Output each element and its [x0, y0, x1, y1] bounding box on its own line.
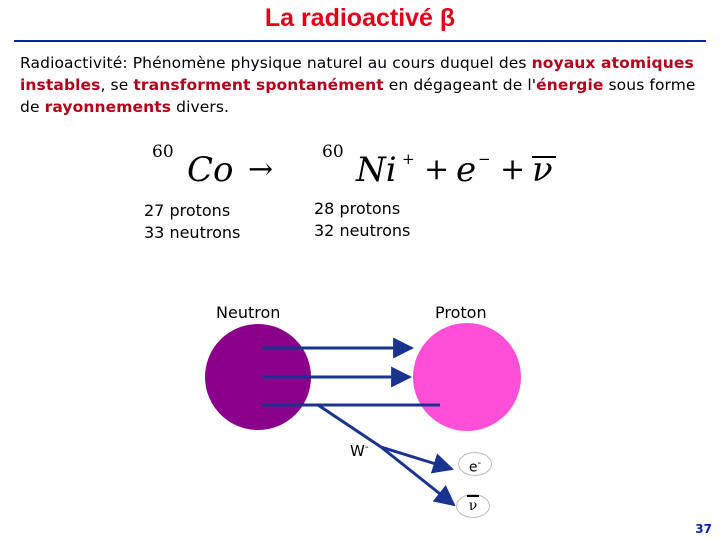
proton-circle [413, 323, 521, 431]
antineutrino-badge [456, 494, 490, 518]
definition-part-5: divers. [171, 98, 230, 116]
definition-part-3: en dégageant de l' [383, 76, 537, 94]
electron-badge-charge: - [477, 458, 482, 469]
definition-part-4: sous forme de [20, 76, 696, 116]
definition-highlight-transform: transforment spontanément [133, 76, 384, 94]
electron-line [381, 447, 452, 469]
nickel-neutrons: 32 neutrons [314, 221, 411, 240]
proton-label: Proton [435, 303, 487, 322]
electron-charge: − [478, 150, 491, 168]
antineutrino-symbol: ν [532, 150, 553, 190]
plus-sign-1: + [424, 152, 450, 187]
w-boson-symbol: W [350, 442, 365, 460]
nickel-mass-number: 60 [322, 142, 344, 162]
slide-title: La radioactivé β [264, 4, 456, 32]
w-boson-charge: - [364, 442, 369, 453]
antineutrino-line [381, 447, 454, 505]
nickel-charge: + [402, 150, 415, 168]
w-boson-label [350, 442, 368, 460]
w-boson-line [318, 405, 381, 447]
neutron-label: Neutron [216, 303, 281, 322]
electron-symbol: e [456, 150, 477, 190]
definition-part-1: Radioactivité: Phénomène physique naturel au cours duquel des [20, 54, 532, 72]
cobalt-protons: 27 protons [144, 201, 231, 220]
reaction-arrow: → [248, 152, 274, 187]
page-number: 37 [695, 522, 712, 536]
definition-highlight-energy: énergie [536, 76, 604, 94]
definition-highlight-nuclei: noyaux atomiques instables [20, 54, 694, 94]
electron-badge-symbol: e [468, 459, 478, 476]
definition-highlight-radiation: rayonnements [44, 98, 172, 116]
electron-badge [458, 452, 492, 476]
cobalt-neutrons: 33 neutrons [144, 223, 241, 242]
cobalt-symbol: Co [187, 150, 234, 190]
cobalt-mass-number: 60 [152, 142, 174, 162]
plus-sign-2: + [500, 152, 526, 187]
definition-part-2: , se [100, 76, 134, 94]
antineutrino-badge-symbol: ν [468, 498, 478, 514]
antineutrino-badge-bar [467, 495, 479, 497]
nickel-protons: 28 protons [314, 199, 401, 218]
nickel-symbol: Ni [356, 150, 397, 190]
